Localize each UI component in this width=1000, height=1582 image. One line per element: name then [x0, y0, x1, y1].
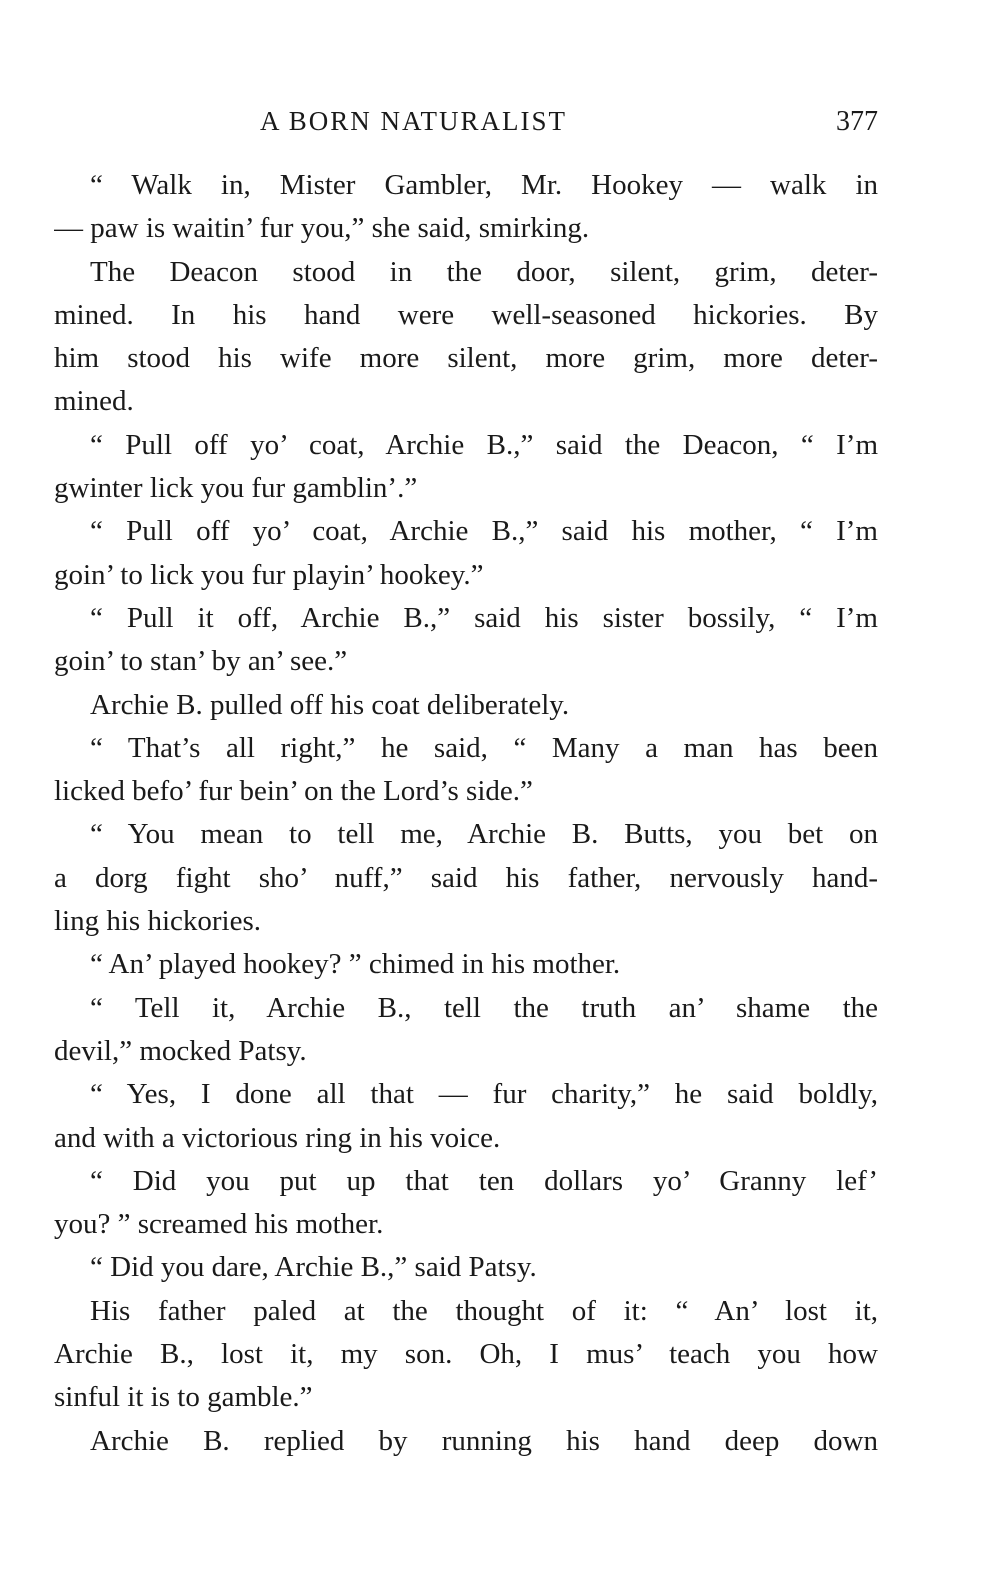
text-line: sinful it is to gamble.” [54, 1381, 313, 1414]
text-line: “ You mean to tell me, Archie B. Butts, you bet on [90, 818, 878, 851]
text-line: him stood his wife more silent, more grim, more deter- [54, 342, 878, 375]
text-line: “ Pull off yo’ coat, Archie B.,” said his mother, “ I’m [90, 515, 878, 548]
text-line: goin’ to stan’ by an’ see.” [54, 645, 348, 678]
text-line: goin’ to lick you fur playin’ hookey.” [54, 558, 484, 591]
text-line: “ Did you put up that ten dollars yo’ Granny lef’ [90, 1164, 878, 1197]
text-line: you? ” screamed his mother. [54, 1208, 384, 1241]
text-line: gwinter lick you fur gamblin’.” [54, 472, 418, 505]
text-line: Archie B., lost it, my son. Oh, I mus’ teach you how [54, 1338, 878, 1371]
text-line: “ Walk in, Mister Gambler, Mr. Hookey — walk in [90, 169, 878, 201]
text-line: devil,” mocked Patsy. [54, 1034, 307, 1067]
page-number: 377 [836, 106, 878, 137]
text-line: “ Pull off yo’ coat, Archie B.,” said the Deacon, “ I’m [90, 428, 878, 461]
text-line: “ Yes, I done all that — fur charity,” he said boldly, [90, 1078, 878, 1111]
text-line: His father paled at the thought of it: “ An’ lost it, [90, 1294, 878, 1327]
body-text [54, 164, 878, 1463]
page-header [54, 106, 878, 146]
text-line: a dorg fight sho’ nuff,” said his father, nervously hand- [54, 861, 878, 894]
text-line: “ Pull it off, Archie B.,” said his sister bossily, “ I’m [90, 601, 878, 634]
text-line: Archie B. replied by running his hand deep down [90, 1424, 878, 1457]
text-line: “ That’s all right,” he said, “ Many a man has been [90, 731, 878, 764]
running-title: A BORN NATURALIST [260, 106, 568, 136]
text-line: licked befo’ fur bein’ on the Lord’s side.” [54, 775, 533, 808]
text-line: “ An’ played hookey? ” chimed in his mother. [90, 948, 621, 981]
text-line: The Deacon stood in the door, silent, grim, deter- [90, 255, 878, 288]
text-line: and with a victorious ring in his voice. [54, 1121, 501, 1154]
text-line: ling his hickories. [54, 905, 262, 938]
text-line: — paw is waitin’ fur you,” she said, smirking. [54, 212, 590, 245]
text-line: “ Tell it, Archie B., tell the truth an’ shame the [90, 991, 878, 1024]
text-line: “ Did you dare, Archie B.,” said Patsy. [90, 1251, 537, 1284]
text-line: mined. In his hand were well-seasoned hickories. By [54, 298, 878, 331]
text-line: Archie B. pulled off his coat deliberately. [90, 688, 570, 721]
text-line: mined. [54, 385, 134, 418]
